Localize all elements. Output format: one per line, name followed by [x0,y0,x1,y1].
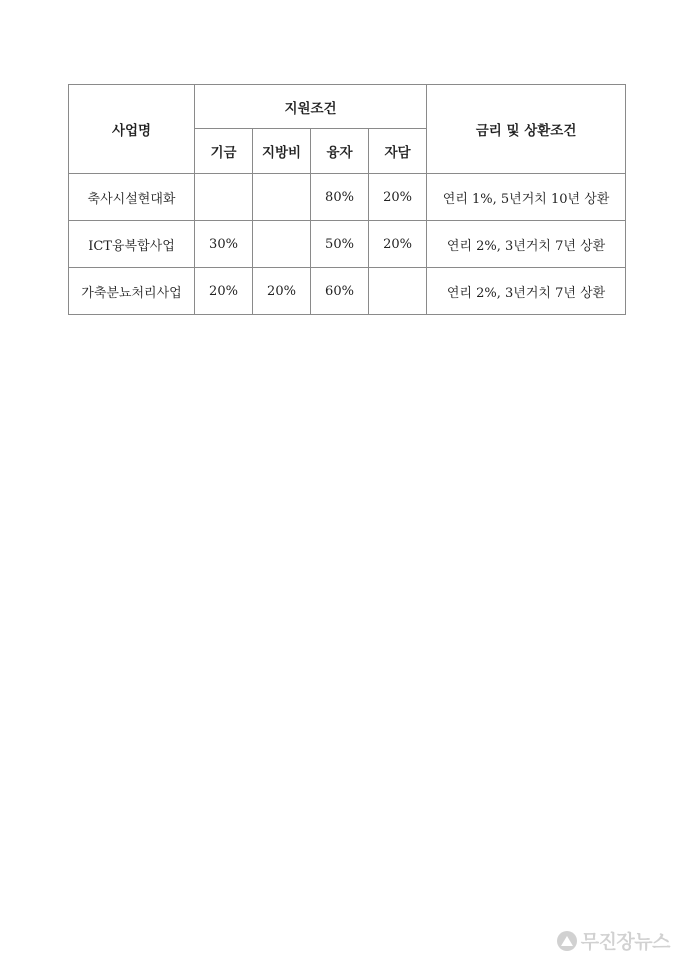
table-row [69,268,626,315]
header-row-1 [69,85,626,129]
table-row [69,221,626,268]
watermark-text: 무진장뉴스 [580,931,670,953]
cell-self-pay: 20% [369,174,427,221]
cell-loan: 80% [311,174,369,221]
cell-fund: 20% [195,268,253,315]
cell-project-name: ICT융복합사업 [69,221,195,268]
mountain-logo-icon [557,931,577,951]
header-support-conditions: 지원조건 [195,85,427,129]
header-self-pay: 자담 [369,129,427,174]
watermark [557,927,670,954]
cell-local-budget [253,221,311,268]
header-fund: 기금 [195,129,253,174]
cell-fund: 30% [195,221,253,268]
cell-self-pay: 20% [369,221,427,268]
cell-self-pay [369,268,427,315]
cell-terms: 연리 2%, 3년거치 7년 상환 [427,221,626,268]
cell-fund [195,174,253,221]
cell-project-name: 축사시설현대화 [69,174,195,221]
cell-loan: 50% [311,221,369,268]
cell-project-name: 가축분뇨처리사업 [69,268,195,315]
header-project-name: 사업명 [69,85,195,174]
support-conditions-table [68,84,626,315]
cell-terms: 연리 1%, 5년거치 10년 상환 [427,174,626,221]
cell-terms: 연리 2%, 3년거치 7년 상환 [427,268,626,315]
cell-loan: 60% [311,268,369,315]
header-interest-terms: 금리 및 상환조건 [427,85,626,174]
table-row [69,174,626,221]
cell-local-budget [253,174,311,221]
header-local-budget: 지방비 [253,129,311,174]
cell-local-budget: 20% [253,268,311,315]
header-loan: 융자 [311,129,369,174]
